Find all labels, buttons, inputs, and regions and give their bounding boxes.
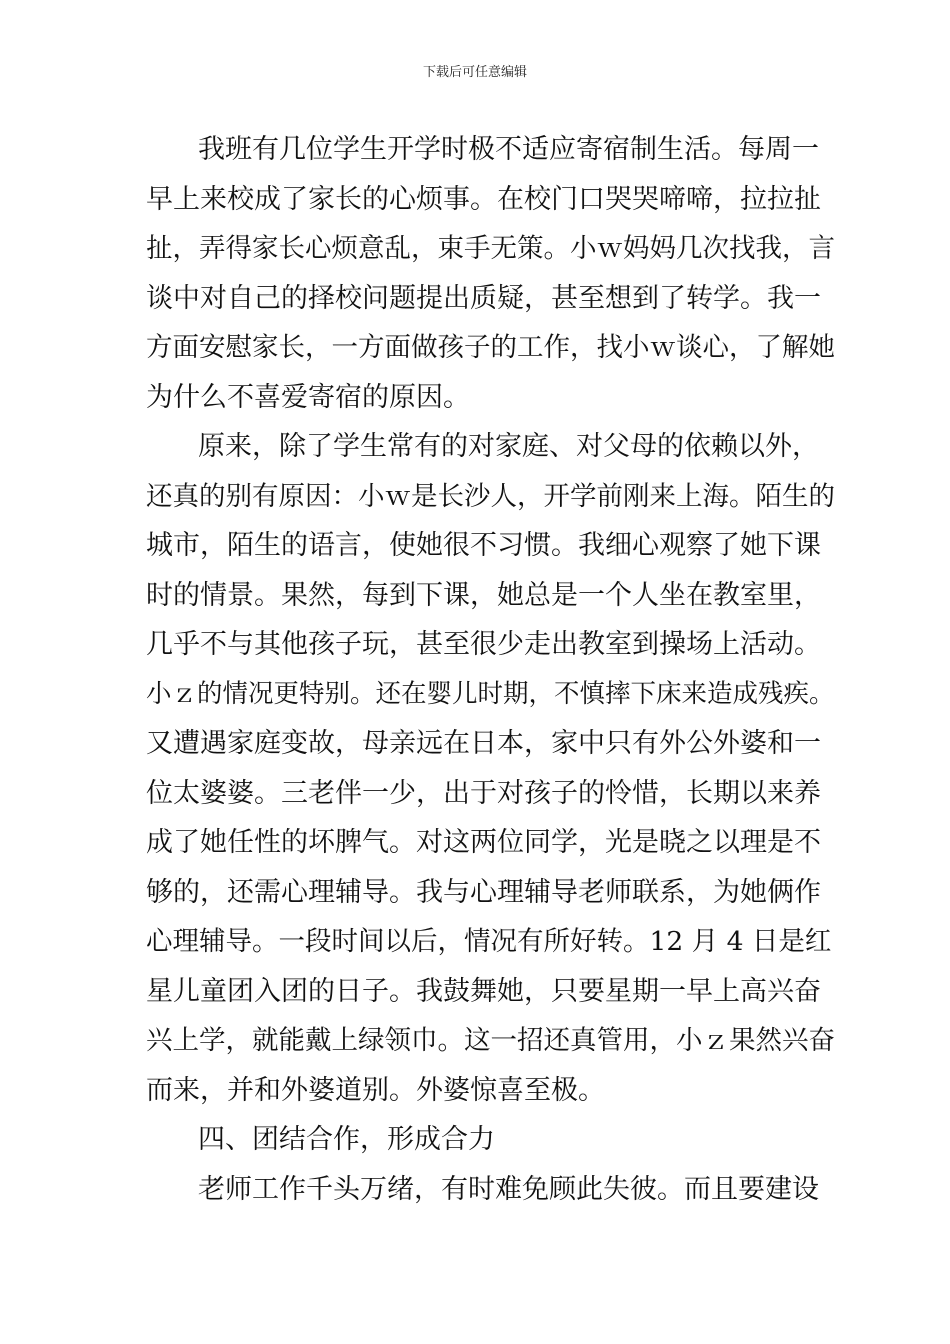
text-line: 谈中对自己的择校问题提出质疑，甚至想到了转学。我一 xyxy=(146,282,821,314)
text-line: 我班有几位学生开学时极不适应寄宿制生活。每周一 xyxy=(198,134,819,165)
text-line: 为什么不喜爱寄宿的原因。 xyxy=(146,381,470,413)
text-line: 城市，陌生的语言，使她很不习惯。我细心观察了她下课 xyxy=(146,530,821,561)
text-line: 原来，除了学生常有的对家庭、对父母的依赖以外， xyxy=(198,431,819,462)
text-line: 四、团结合作，形成合力 xyxy=(198,1124,495,1155)
text-line: 而来，并和外婆道别。外婆惊喜至极。 xyxy=(146,1074,605,1106)
text-line: 时的情景。果然，每到下课，她总是一个人坐在教室里， xyxy=(146,579,821,611)
text-line: 够的，还需心理辅导。我与心理辅导老师联系，为她俩作 xyxy=(146,876,821,908)
text-line: 几乎不与其他孩子玩，甚至很少走出教室到操场上活动。 xyxy=(146,629,821,660)
text-line: 老师工作千头万绪，有时难免顾此失彼。而且要建设 xyxy=(198,1173,819,1205)
text-line: 早上来校成了家长的心烦事。在校门口哭哭啼啼，拉拉扯 xyxy=(146,183,821,215)
text-line: 小ｚ的情况更特别。还在婴儿时期，不慎摔下床来造成残疾。 xyxy=(146,678,835,709)
text-line: 又遭遇家庭变故，母亲远在日本，家中只有外公外婆和一 xyxy=(146,728,821,759)
text-line: 方面安慰家长，一方面做孩子的工作，找小ｗ谈心，了解她 xyxy=(146,332,835,363)
text-line: 成了她任性的坏脾气。对这两位同学，光是晓之以理是不 xyxy=(146,827,821,858)
text-line: 兴上学，就能戴上绿领巾。这一招还真管用，小ｚ果然兴奋 xyxy=(146,1025,835,1056)
text-line: 还真的别有原因：小ｗ是长沙人，开学前刚来上海。陌生的 xyxy=(146,480,835,512)
document-body xyxy=(146,125,835,1214)
text-line: 星儿童团入团的日子。我鼓舞她，只要星期一早上高兴奋 xyxy=(146,975,821,1007)
text-line: 扯，弄得家长心烦意乱，束手无策。小ｗ妈妈几次找我，言 xyxy=(146,233,835,264)
text-line: 位太婆婆。三老伴一少，出于对孩子的怜惜，长期以来养 xyxy=(146,777,821,809)
text-line: 心理辅导。一段时间以后，情况有所好转。12 月 4 日是红 xyxy=(146,926,832,957)
page-header: 下载后可任意编辑 xyxy=(422,65,527,80)
